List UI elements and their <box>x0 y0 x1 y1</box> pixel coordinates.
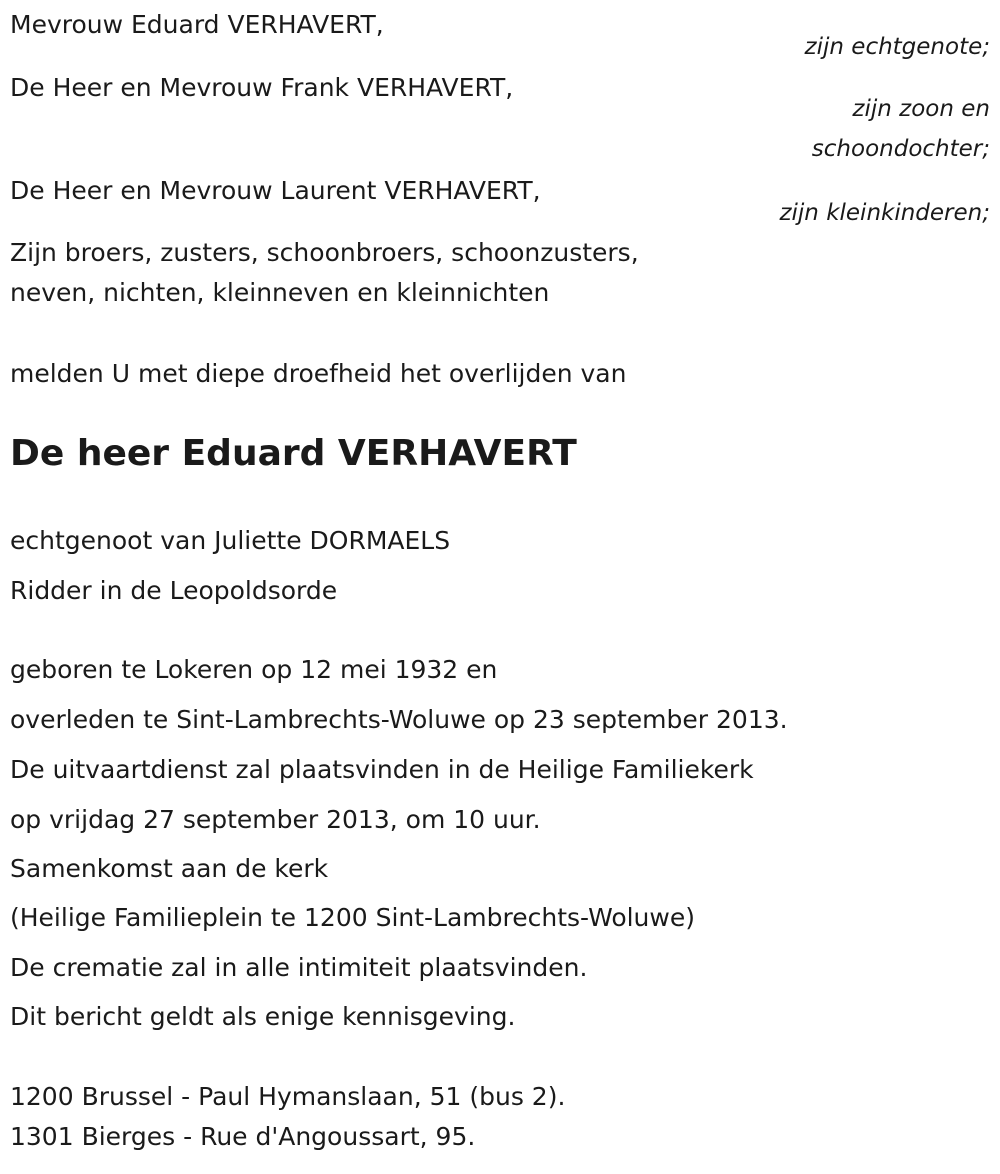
spouse-line: echtgenoot van Juliette DORMAELS <box>10 526 451 555</box>
relation-1: zijn echtgenote; <box>804 34 990 60</box>
detail-line-2: overleden te Sint-Lambrechts-Woluwe op 23 september 2013. <box>10 705 788 734</box>
relation-2-line2: schoondochter; <box>811 136 990 162</box>
family-member-1: Mevrouw Eduard VERHAVERT, <box>10 10 384 39</box>
family-member-2: De Heer en Mevrouw Frank VERHAVERT, <box>10 73 514 102</box>
announcement: melden U met diepe droefheid het overlijden van <box>10 359 627 388</box>
extended-family-line2: neven, nichten, kleinneven en kleinnichten <box>10 278 550 307</box>
detail-line-4: op vrijdag 27 september 2013, om 10 uur. <box>10 805 541 834</box>
detail-line-3: De uitvaartdienst zal plaatsvinden in de Heilige Familiekerk <box>10 755 754 784</box>
honor-line: Ridder in de Leopoldsorde <box>10 576 338 605</box>
detail-line-8: Dit bericht geldt als enige kennisgeving. <box>10 1002 516 1031</box>
detail-line-7: De crematie zal in alle intimiteit plaatsvinden. <box>10 953 588 982</box>
address-line-1: 1200 Brussel - Paul Hymanslaan, 51 (bus 2). <box>10 1082 566 1111</box>
relation-3: zijn kleinkinderen; <box>779 200 990 226</box>
detail-line-1: geboren te Lokeren op 12 mei 1932 en <box>10 655 498 684</box>
address-line-2: 1301 Bierges - Rue d'Angoussart, 95. <box>10 1122 476 1151</box>
relation-2-line1: zijn zoon en <box>852 96 990 122</box>
deceased-name: De heer Eduard VERHAVERT <box>10 433 577 474</box>
family-member-3: De Heer en Mevrouw Laurent VERHAVERT, <box>10 176 541 205</box>
extended-family-line1: Zijn broers, zusters, schoonbroers, schoonzusters, <box>10 238 639 267</box>
detail-line-6: (Heilige Familieplein te 1200 Sint-Lambrechts-Woluwe) <box>10 903 695 932</box>
detail-line-5: Samenkomst aan de kerk <box>10 854 329 883</box>
